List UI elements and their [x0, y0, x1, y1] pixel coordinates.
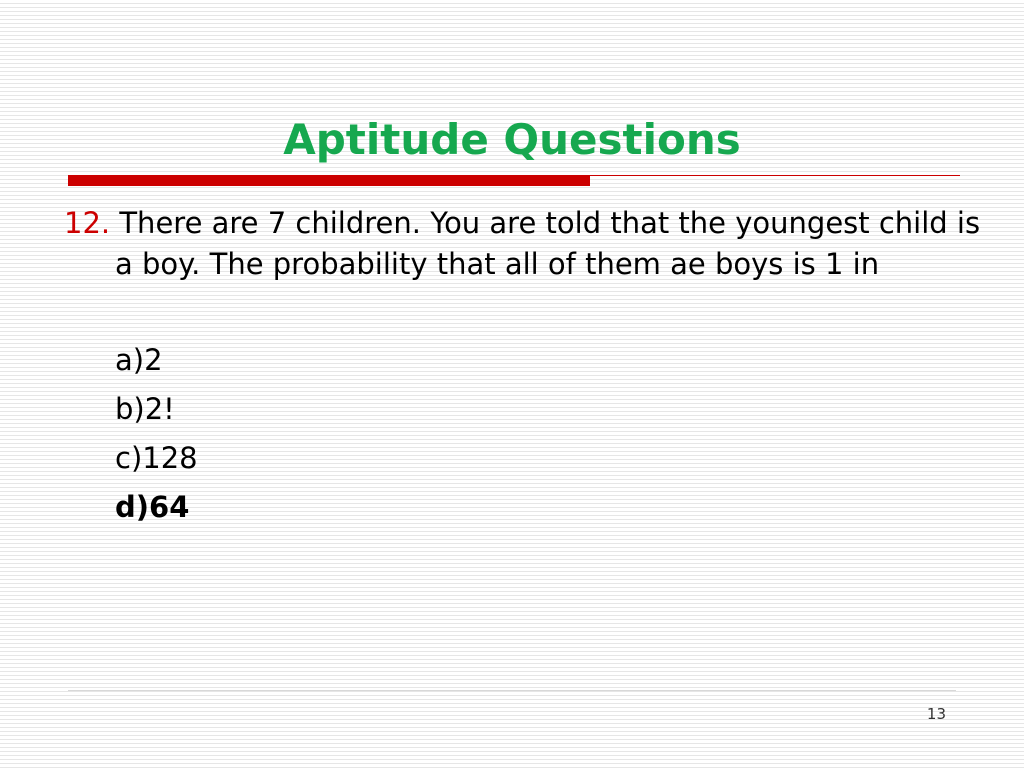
slide-title: Aptitude Questions: [283, 115, 741, 164]
question-paragraph: [64, 203, 984, 285]
question-text: There are 7 children. You are told that the youngest child is a boy. The probability that all of them ae boys is 1 in: [115, 206, 981, 281]
page-number: 13: [926, 705, 946, 723]
option-a: a)2: [115, 343, 163, 377]
option-d-correct-answer: d)64: [115, 490, 190, 524]
option-c: c)128: [115, 441, 198, 475]
title-underline-thin: [590, 175, 960, 176]
question-block: [64, 203, 984, 285]
footer-divider: [68, 690, 956, 691]
option-b: b)2!: [115, 392, 175, 426]
title-underline-thick: [68, 175, 590, 186]
answer-options: [115, 336, 198, 532]
question-number: 12.: [64, 206, 111, 240]
